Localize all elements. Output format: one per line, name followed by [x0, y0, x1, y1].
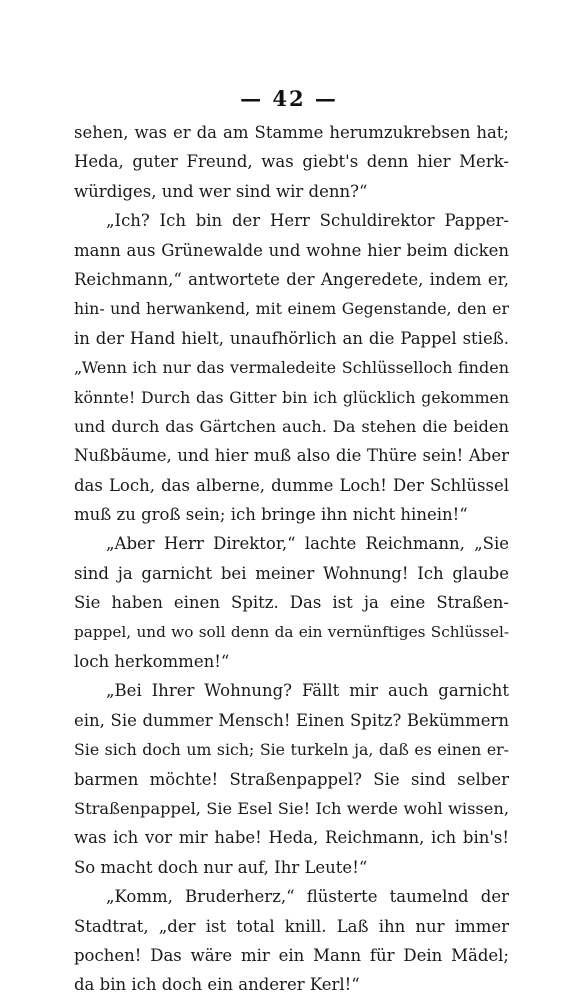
text-line: sind ja garnicht bei meiner Wohnung! Ich glaube	[74, 563, 509, 583]
text-line: So macht doch nur auf, Ihr Leute!“	[74, 857, 368, 877]
text-line: Reichmann,“ antwortete der Angeredete, indem er,	[74, 269, 509, 289]
text-line: sehen, was er da am Stamme herumzukrebsen hat;	[74, 123, 509, 142]
text-line: da bin ich doch ein anderer Kerl!“	[74, 975, 360, 995]
text-line: mann aus Grünewalde und wohne hier beim dicken	[74, 240, 509, 260]
text-line: was ich vor mir habe! Heda, Reichmann, ich bin's!	[74, 828, 509, 848]
text-line: Straßenpappel, Sie Esel Sie! Ich werde wohl wissen,	[74, 798, 509, 818]
text-line: könnte! Durch das Gitter bin ich glücklich gekommen	[74, 387, 509, 407]
body-text	[74, 118, 509, 1000]
text-line: hin- und herwankend, mit einem Gegenstande, den er	[74, 299, 509, 319]
text-line: in der Hand hielt, unaufhörlich an die Pappel stieß.	[74, 328, 509, 348]
text-line: Sie haben einen Spitz. Das ist ja eine Straßen-	[74, 593, 509, 613]
text-line: Nußbäume, und hier muß also die Thüre sein! Aber	[74, 446, 509, 466]
text-line: pappel, und wo soll denn da ein vernünftiges Schlüssel-	[74, 622, 509, 641]
text-line: „Ich? Ich bin der Herr Schuldirektor Papper-	[106, 211, 509, 231]
text-line: Sie sich doch um sich; Sie turkeln ja, daß es einen er-	[74, 740, 509, 760]
text-line: muß zu groß sein; ich bringe ihn nicht hinein!“	[74, 505, 468, 525]
text-line: loch herkommen!“	[74, 652, 230, 672]
text-line: „Bei Ihrer Wohnung? Fällt mir auch garnicht	[106, 681, 509, 701]
text-line: ein, Sie dummer Mensch! Einen Spitz? Bekümmern	[74, 710, 509, 730]
text-line: und durch das Gärtchen auch. Da stehen die beiden	[74, 416, 509, 436]
page-number: — 42 —	[240, 86, 338, 111]
text-line: „Wenn ich nur das vermaledeite Schlüsselloch finden	[74, 358, 509, 378]
text-line: Stadtrat, „der ist total knill. Laß ihn nur immer	[74, 916, 509, 936]
text-line: Heda, guter Freund, was giebt's denn hier Merk-	[74, 152, 509, 172]
text-line: „Komm, Bruderherz,“ flüsterte taumelnd der	[106, 887, 509, 907]
text-line: das Loch, das alberne, dumme Loch! Der Schlüssel	[74, 475, 509, 495]
text-line: „Aber Herr Direktor,“ lachte Reichmann, „Sie	[106, 534, 509, 554]
text-line: barmen möchte! Straßenpappel? Sie sind selber	[74, 769, 509, 789]
text-line: pochen! Das wäre mir ein Mann für Dein Mädel;	[74, 945, 509, 965]
text-line: würdiges, und wer sind wir denn?“	[74, 181, 368, 201]
